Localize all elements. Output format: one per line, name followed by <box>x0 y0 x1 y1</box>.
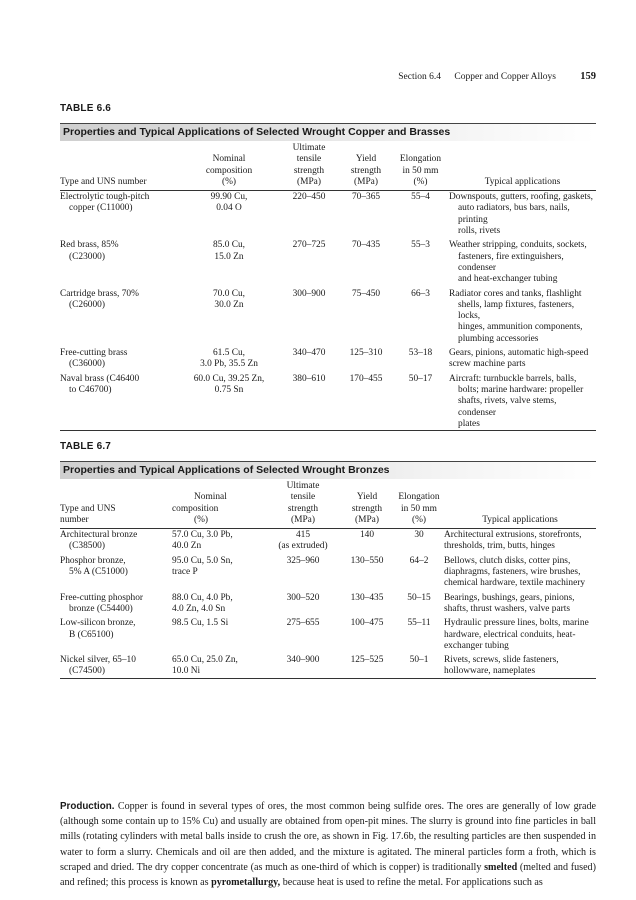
header-tensile: Ultimate tensile strength (MPa) <box>278 143 340 191</box>
term-pyrometallurgy: pyrometallurgy, <box>211 877 281 889</box>
table-bronzes <box>60 441 596 682</box>
production-paragraph: Production. Copper is found in several types of ores, the most common being sulfide ores. The ores are generally of low grade (although some contain up to 15% Cu) and usually are obtained from open-pit mines. The slurry is ground into fine particles in ball mills (rotating cylinders with metal balls inside to crush the ore, as shown in Fig. 17.6b, the resulting particles are then suspended in water to form a slurry. Chemicals and oil are then added, and the mixture is agitated. The mineral particles form a froth, which is scraped and dried. The dry copper concentrate (as much as one-third of which is copper) is traditionally smelted (melted and fused) and refined; this process is known as pyrometallurgy, because heat is used to refine the metal. For applications such as <box>60 801 596 889</box>
header-composition: Nominal composition (%) <box>180 143 278 191</box>
paragraph-lead: Production. <box>60 801 115 812</box>
page-number: 159 <box>580 71 596 82</box>
header-elongation: Elongation in 50 mm (%) <box>392 143 449 191</box>
table-row: Phosphor bronze, 5% A (C51000) 95.0 Cu, 5.0 Sn, trace P 325–960 130–550 64–2 Bellows, clutch disks, cotter pins, diaphragms, fasteners, wire brushes, chemical hardware, textile machinery <box>60 555 586 589</box>
section-label: Section 6.4 <box>398 72 441 82</box>
table-title-bar <box>60 123 596 141</box>
header-yield: Yield strength (MPa) <box>340 143 392 191</box>
table-label: TABLE 6.7 <box>60 441 112 452</box>
table-title: Properties and Typical Applications of Selected Wrought Copper and Brasses <box>63 126 451 138</box>
term-smelted: smelted <box>484 861 518 873</box>
table-row: Free-cutting phosphor bronze (C54400) 88.0 Cu, 4.0 Pb, 4.0 Zn, 4.0 Sn 300–520 130–435 50–15 Bearings, bushings, gears, pinions, shafts, thrust washers, valve parts <box>60 592 575 614</box>
table-label: TABLE 6.6 <box>60 103 112 114</box>
chapter-title: Copper and Copper Alloys <box>454 72 556 82</box>
table-row: Naval brass (C46400 to C46700) 60.0 Cu, 39.25 Zn, 0.75 Sn 380–610 170–455 50–17 Aircraft: turnbuckle barrels, balls, bolts; marine hardware: propeller shafts, rivets, valve stems, condenser plates <box>60 373 584 429</box>
table-row: Free-cutting brass (C36000) 61.5 Cu, 3.0 Pb, 35.5 Zn 340–470 125–310 53–18 Gears, pinions, automatic high-speed screw machine parts <box>60 348 589 370</box>
table-row: Cartridge brass, 70% (C26000) 70.0 Cu, 30.0 Zn 300–900 75–450 66–3 Radiator cores and tanks, flashlight shells, lamp fixtures, fasteners, locks, hinges, ammunition components, plumbing accessories <box>60 288 583 344</box>
header-tensile: Ultimate tensile strength (MPa) <box>266 481 340 529</box>
table-row: Architectural bronze (C38500) 57.0 Cu, 3.0 Pb, 40.0 Zn 415 (as extruded) 140 30 Architectural extrusions, storefronts, thresholds, trim, butts, hinges <box>60 530 582 552</box>
running-header <box>60 72 596 86</box>
table-title: Properties and Typical Applications of Selected Wrought Bronzes <box>63 464 390 476</box>
header-applications: Typical applications <box>449 143 596 191</box>
header-elongation: Elongation in 50 mm (%) <box>394 481 444 529</box>
table-row: Low-silicon bronze, B (C65100) 98.5 Cu, 1.5 Si 275–655 100–475 55–11 Hydraulic pressure lines, bolts, marine hardware, electrical conduits, heat- exchanger tubing <box>60 618 589 651</box>
table-row: Nickel silver, 65–10 (C74500) 65.0 Cu, 25.0 Zn, 10.0 Ni 340–900 125–525 50–1 Rivets, screws, slide fasteners, hollowware, nameplates <box>60 655 559 677</box>
header-composition: Nominal composition (%) <box>172 481 266 529</box>
header-yield: Yield strength (MPa) <box>340 481 394 529</box>
table-row: Electrolytic tough-pitch copper (C11000) 99.90 Cu, 0.04 O 220–450 70–365 55–4 Downspouts, gutters, roofing, gaskets, auto radiators, bus bars, nails, printing rolls, rivets <box>60 192 593 237</box>
table-title-bar <box>60 461 596 479</box>
header-type: Type and UNS number <box>60 481 172 529</box>
header-applications: Typical applications <box>444 481 596 529</box>
data-table <box>60 481 596 682</box>
table-copper-brasses <box>60 103 596 434</box>
table-row: Red brass, 85% (C23000) 85.0 Cu, 15.0 Zn 270–725 70–435 55–3 Weather stripping, conduits, sockets, fasteners, fire extinguishers, condenser and heat-exchanger tubing <box>60 240 587 285</box>
header-type: Type and UNS number <box>60 143 180 191</box>
data-table <box>60 143 596 434</box>
